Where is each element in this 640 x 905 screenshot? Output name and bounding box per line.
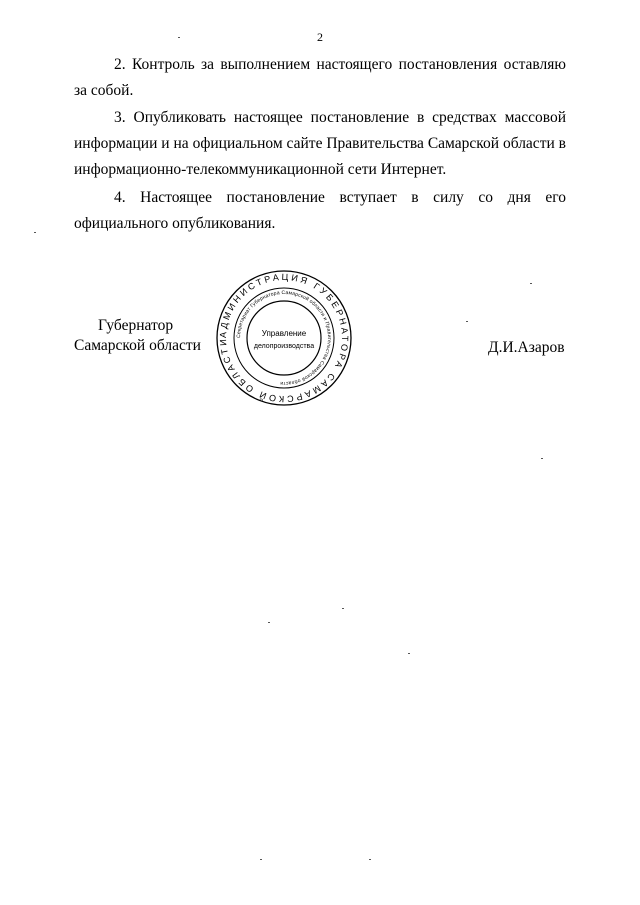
paragraph-4: 4. Настоящее постановление вступает в силу со дня его официального опубликования. bbox=[74, 189, 566, 232]
stamp-outer-text: АДМИНИСТРАЦИЯ ГУБЕРНАТОРА САМАРСКОЙ ОБЛАСТИ bbox=[217, 271, 351, 405]
scan-speck bbox=[260, 859, 262, 860]
paragraph-3: 3. Опубликовать настоящее постановление в средствах массовой информации и на официальном сайте Правительства Самарской области в информационно-телекоммуникационной сети Интернет. bbox=[74, 109, 566, 178]
stamp-center-line2: делопроизводства bbox=[253, 343, 315, 350]
scan-speck bbox=[34, 232, 36, 233]
scan-speck bbox=[466, 321, 468, 322]
scan-speck bbox=[408, 653, 410, 654]
stamp-inner-ring-text: Секретариат Губернатора Самарской области и Правительства Самарской области bbox=[235, 289, 333, 387]
page-number: 2 bbox=[317, 30, 323, 44]
signatory-name: Д.И.Азаров bbox=[488, 339, 565, 356]
stamp-center-line1: Управление bbox=[261, 329, 307, 338]
scan-speck bbox=[342, 608, 344, 609]
scan-speck bbox=[530, 283, 532, 284]
paragraph-2: 2. Контроль за выполнением настоящего постановления оставляю за собой. bbox=[74, 56, 566, 99]
official-stamp bbox=[214, 268, 354, 408]
signature-position-line1: Губернатор bbox=[98, 317, 174, 334]
scan-speck bbox=[541, 458, 543, 459]
signature-position-line2: Самарской области bbox=[74, 337, 201, 354]
scan-speck bbox=[369, 859, 371, 860]
scan-speck bbox=[178, 37, 180, 38]
scan-speck bbox=[268, 622, 270, 623]
